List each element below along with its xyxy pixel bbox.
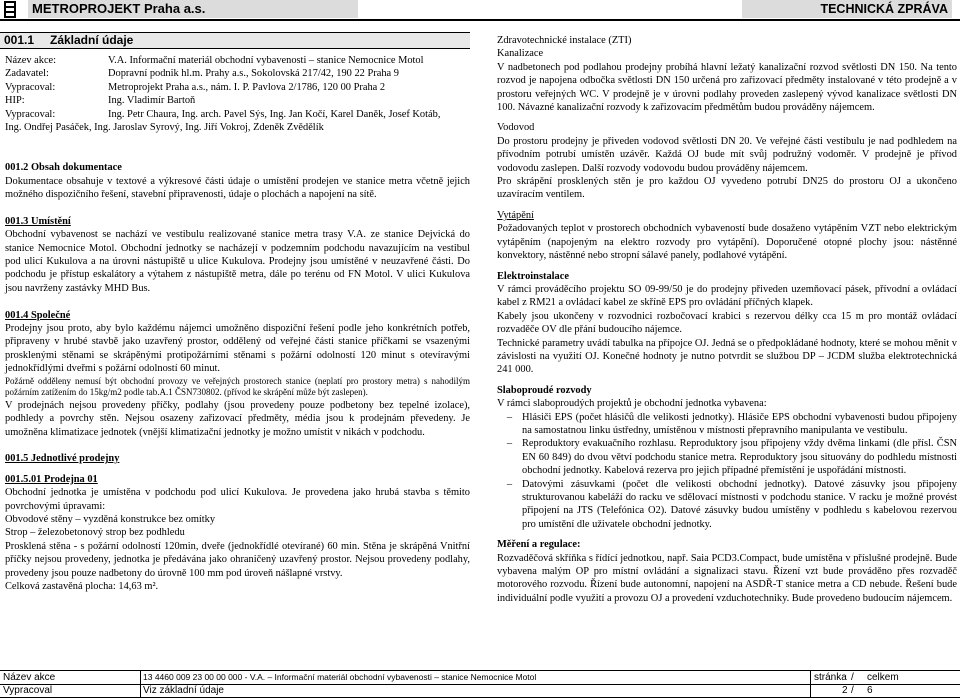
paragraph-slaboproud-intro: V rámci slaboproudých projektů je obchodní jednotka vybavena: (497, 398, 767, 410)
metroprojekt-logo-icon (4, 1, 16, 18)
paragraph-obsah: Dokumentace obsahuje v textové a výkresové části údaje o umístění prodejen ve stanice metra včetně jejich možného dispozičního řešení, stavební připravenosti, údaje o plochách a napojení na sítě. (5, 175, 470, 201)
footer-author: Viz základní údaje (143, 685, 224, 696)
list-item (497, 437, 957, 477)
list-item (497, 411, 957, 438)
footer-separator: / (851, 685, 854, 696)
section-number: 001.1 (4, 33, 35, 47)
paragraph-prodejna-2: Prosklená stěna - s požární odolností 120min, dveře (jednokřídlé otevírané) 60 min. Stěna je skrápěná Vnitřní příčky nejsou provedeny, jednotka je předávána jako ohraničený uzavřený prostor. Nejsou provedeny podlahy, provedeny jsou pouze nadbetony do úrovně 100 mm pod úroveň nášlapné vrstvy. (5, 540, 470, 579)
header-divider (0, 19, 960, 21)
heading-vodovod: Vodovod (497, 122, 535, 134)
spacer (497, 114, 957, 121)
section-heading-umisteni: 001.3 Umístění (5, 215, 71, 227)
spacer (497, 202, 957, 209)
info-value: Ing. Petr Chaura, Ing. arch. Pavel Sýs, Ing. Jan Kočí, Karel Daněk, Josef Kotáb, (108, 108, 441, 120)
footer-divider (140, 671, 141, 697)
paragraph-kanalizace: V nadbetonech pod podlahou prodejny probíhá hlavní ležatý kanalizační rozvod světlosti DN 150. Na tento rozvod je napojena odbočka světlosti DN 150 určená pro zařizovací předměty instalované v této prodejně a v prostoru veřejných WC. V prodejně je v úrovni podlahy proveden zaslepený vývod kanalizace světlosti DN 100. Návazné kanalizační rozvody k zařizovacím předmětům budou prováděny nájemcem. (497, 61, 957, 114)
right-column (497, 34, 957, 605)
info-label: Vypracoval: (5, 108, 56, 120)
info-value: Metroprojekt Praha a.s., nám. I. P. Pavlova 2/1786, 120 00 Praha 2 (108, 81, 386, 93)
paragraph-elektro-3: Technické parametry uvádí tabulka na přípojce OJ. Jedná se o předpokládané hodnoty, které se mohou měnit v závislosti na využití OJ. Konečné hodnoty je nutno potvrdit se službou DP – JCDM služba elektrotechnická 241 000. (497, 337, 957, 376)
paragraph-spolecne-note: Požárně odděleny nemusí být obchodní provozy ve veřejných prostorech stanice (neplatí pro prostory metra) s nahodilým požárním zatížením do 15kg/m2 podle tab.A.1 ČSN730802. (přívod ke skrápění může být zaslepen). (5, 375, 470, 398)
section-title: Základní údaje (50, 33, 134, 47)
list-item-text: Datovými zásuvkami (počet dle velikosti obchodní jednotky). Datové zásuvky jsou připojeny strukturovanou kabeláží do racku ve sdělovací místnosti v podchodu stanice. V racku je možné provést připojení na JTS (Telefónica O2). Datové zásuvky budou umístěny v podhledu s kabelovou rezervou pro umístění dle uživatele obchodní jednotky. (522, 478, 957, 530)
heading-mereni: Měření a regulace: (497, 539, 581, 551)
info-label: Zadavatel: (5, 68, 49, 80)
page-footer (0, 670, 960, 698)
section-heading-obsah: 001.2 Obsah dokumentace (5, 162, 122, 174)
paragraph-elektro-2: Kabely jsou ukončeny v rozvodnici rozbočovací krabici s rezervou délky cca 15 m pro montáž ovládací rozvaděče OV dle přání budoucího nájemce. (497, 310, 957, 336)
info-label: Název akce: (5, 55, 57, 66)
info-row (5, 81, 470, 94)
company-name: METROPROJEKT Praha a.s. (28, 0, 358, 18)
section-title-bar (0, 32, 470, 49)
left-column (5, 54, 470, 593)
spacer (497, 263, 957, 270)
list-item-text: Hlásiči EPS (počet hlásičů dle velikosti jednotky). Hlásiče EPS obchodní vybavenosti budou připojeny na samostatnou linku ústředny, umístěnou v místnosti přepravního manipulanta ve vestibulu. (522, 411, 957, 436)
footer-row (0, 671, 960, 685)
dash-bullet-icon: – (506, 478, 513, 490)
paragraph-spolecne-2: V prodejnách nejsou provedeny příčky, podlahy (jsou provedeny pouze podbetony bez tepelné izolace), podhledy a povrchy stěn. Nejsou osazeny zařizovací předměty, média jsou k prodejnám převedeny. Je umožněna klimatizace jednotek (vnější klimatizační jednotky je možno umístit v nikách v podchodu. (5, 399, 470, 438)
spacer (497, 531, 957, 538)
spacer (5, 148, 470, 161)
paragraph-vytapeni: Požadovaných teplot v prostorech obchodních vybaveností bude dosaženo vytápěním VZT nebo elektrickým vytápěním (napojeným na elektro rozvody pro vytápění). Doporučené otopné plochy jsou: nástěnné konvektory, nástěnné nebo stropní sálavé panely, podlahové vytápění. (497, 223, 957, 262)
paragraph-prodejna: Obchodní jednotka je umístěna v podchodu pod ulicí Kukulova. Je provedena jako hrubá stavba s těmito povrchovými úpravami: (5, 487, 470, 512)
paragraph-mereni: Rozvaděčová skříňka s řídící jednotkou, např. Saia PCD3.Compact, bude umístěna v příslušné prodejně. Bude vybavena malým OP pro místní ovládání a signalizaci stavu. Řízení vzt bude prováděno přes rozvaděč motorového rozvodu. Řízení bude autonomní, napojení na ASDŘ-T stanice metra a CD nebude. Řešení bude individuální podle využití a provozu OJ a provedení vzduchotechniky. Bude provedeno budoucím nájemcem. (497, 552, 957, 604)
heading-zti: Zdravotechnické instalace (ZTI) (497, 35, 632, 46)
footer-label-author: Vypracoval (3, 685, 53, 696)
page-header (0, 0, 960, 20)
info-row (5, 94, 470, 107)
info-label: HIP: (5, 95, 25, 107)
footer-project-name: 13 4460 009 23 00 00 000 - V.A. – Informační materiál obchodní vybavenosti – stanice Nemocnice Motol (143, 672, 537, 682)
footer-page-number: 2 (842, 685, 848, 696)
paragraph-umisteni: Obchodní vybavenost se nachází ve vestibulu realizované stanice metra trasy V.A. ze stanice Dejvická do stanice Nemocnice Motol. Obchodní jednotky se nacházejí v podzemním podchodu navazujícím na vestibul pod ulicí Kukulova a na úrovni nástupiště u ulice Kukulova. Prodejny jsou umístěné v neuzavřené části. Do podchodu je přístup eskalátory a výtahem z nástupiště metra, dále po terénu od FN Motol. V ulici Kukulova jsou navrženy zastávky MHD Bus. (5, 229, 470, 294)
section-heading-prodejny: 001.5 Jednotlivé prodejny (5, 453, 120, 465)
paragraph-vodovod: Do prostoru prodejny je přiveden vodovod světlosti DN 20. Ve veřejné části vestibulu je nad podhledem na přívodním potrubí umístěn uzávěr. Každá OJ bude mít svůj podružný vodoměr. V prodejně je přívod vodovodu zaslepen. Další rozvody vodovodu budou prováděny nájemcem. (497, 135, 957, 174)
footer-separator: / (851, 672, 854, 683)
dash-bullet-icon: – (506, 438, 513, 450)
info-label: Vypracoval: (5, 81, 56, 93)
spacer (5, 201, 470, 214)
spacer (5, 134, 470, 147)
spacer (5, 466, 470, 473)
list-item (497, 478, 957, 532)
list-item-text: Reproduktory evakuačního rozhlasu. Reproduktory jsou připojeny vždy dvěma linkami (dle přísl. ČSN EN 60 849) do dvou větví podchodu stanice metra. Reproduktory jsou situovány do podhledu místnosti obchodní jednotky. Kabelová rezerva pro jejich případné přemístění je uspořádání místnosti. (522, 438, 957, 477)
total-area: Celková zastavěná plocha: 14,63 m². (5, 580, 159, 592)
info-row (5, 67, 470, 80)
footer-row (0, 684, 960, 697)
info-row (5, 108, 470, 121)
basic-info-block (5, 54, 470, 134)
paragraph-vodovod-2: Pro skrápění prosklených stěn je pro každou OJ vyvedeno potrubí DN25 do prostoru OJ a ukončeno uzavíracím ventilem. (497, 176, 957, 201)
info-row (5, 54, 470, 67)
heading-vytapeni: Vytápění (497, 209, 534, 221)
heading-elektroinstalace: Elektroinstalace (497, 270, 569, 282)
spacer (5, 439, 470, 452)
footer-page-label: stránka (814, 672, 847, 683)
heading-slaboproud: Slaboproudé rozvody (497, 384, 592, 396)
info-continuation: Ing. Ondřej Pasáček, Ing. Jaroslav Syrový, Ing. Jiří Vokroj, Zdeněk Zvědělík (5, 122, 324, 134)
surface-line: Obvodové stěny – vyzděná konstrukce bez omítky (5, 513, 216, 525)
info-value: Ing. Vladimír Bartoň (108, 95, 196, 107)
paragraph-spolecne: Prodejny jsou proto, aby bylo každému nájemci umožněno dispoziční řešení podle jeho konkrétních potřeb, připraveny v hrubé stavbě jako uzavřený prostor, oddělený od veřejné části stanice příčkami se vsazenými prosklenými stěnami se skrápěnými protipožárními stěnami s požární odolností 120 minut s otevíravými jednokřídlými dveřmi s požární odolností 60 minut. (5, 323, 470, 375)
dash-bullet-icon: – (506, 411, 513, 423)
paragraph-elektro: V rámci prováděcího projektu SO 09-99/50 je do prodejny přiveden uzemňovací pásek, přívodní a ovládací kabel z RM21 a ovládací kabel ze skříně EPS pro ovládání příčných klapek. (497, 283, 957, 309)
subheading-kanalizace: Kanalizace (497, 48, 544, 60)
footer-divider (810, 671, 811, 697)
surface-line: Strop – železobetonový strop bez podhledu (5, 527, 185, 539)
footer-label-project: Název akce (3, 672, 56, 683)
info-value: V.A. Informační materiál obchodní vybavenosti – stanice Nemocnice Motol (108, 55, 424, 66)
section-heading-spolecne: 001.4 Společné (5, 309, 71, 321)
spacer (5, 295, 470, 308)
spacer (497, 377, 957, 384)
document-type: TECHNICKÁ ZPRÁVA (742, 0, 952, 18)
footer-page-total: 6 (867, 685, 873, 696)
subsection-heading-prodejna-01: 001.5.01 Prodejna 01 (5, 473, 98, 485)
footer-total-label: celkem (867, 672, 899, 683)
info-value: Dopravní podnik hl.m. Prahy a.s., Sokolovská 217/42, 190 22 Praha 9 (108, 68, 399, 80)
